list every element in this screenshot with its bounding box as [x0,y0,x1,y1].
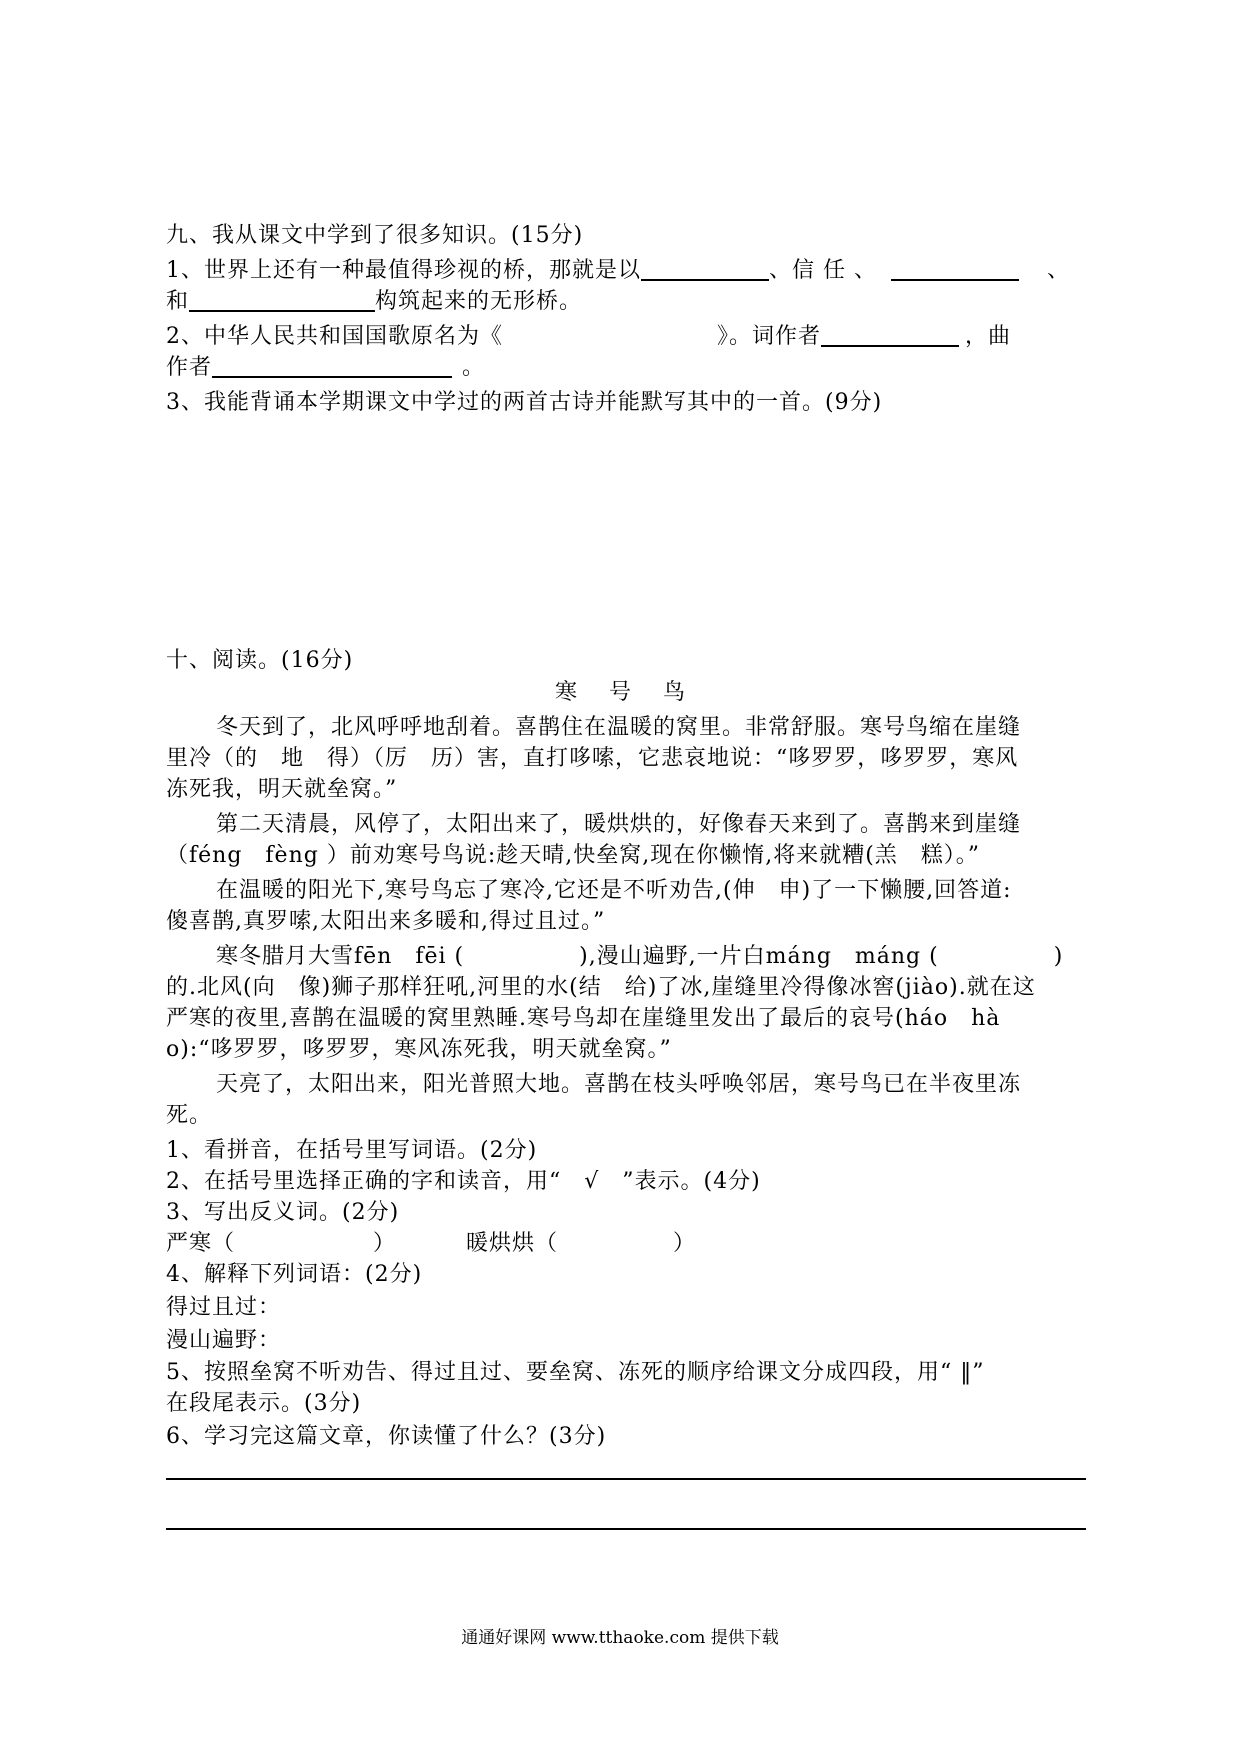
question-4a[interactable]: 得过且过： [166,1295,282,1320]
passage-title [0,678,1240,708]
question-4b[interactable]: 漫山遍野： [166,1328,282,1353]
p2-line1: 第二天清晨，风停了，太阳出来了，暖烘烘的，好像春天来到了。喜鹊来到崖缝 [216,812,1022,837]
q1-text-a: 1、世界上还有一种最值得珍视的桥，那就是以 [166,258,641,283]
question-5-line2: 在段尾表示。(3分) [166,1391,362,1416]
question-5-line1: 5、按照垒窝不听劝告、得过且过、要垒窝、冻死的顺序给课文分成四段，用“ ‖” [166,1360,985,1385]
q2-text-b: 》。词作者 [717,324,822,349]
answer-line-2[interactable] [166,1528,1086,1530]
p2-line2: （féng fèng ）前劝寒号鸟说:趁天晴,快垒窝,现在你懒惰,将来就糟(羔 糕）。” [166,843,981,868]
p4-line2: 的.北风(向 像)狮子那样狂吼,河里的水(结 给)了冰,崖缝里冷得像冰窖(jiào).就在这 [166,975,1036,1000]
p5-line2: 死。 [166,1103,213,1128]
question-6: 6、学习完这篇文章，你读懂了什么？(3分) [166,1424,607,1449]
q1-blank-1[interactable] [641,257,769,281]
p4-line3: 严寒的夜里,喜鹊在温暖的窝里熟睡.寒号鸟却在崖缝里发出了最后的哀号(háo hà [166,1006,1001,1031]
q1-text-e: 构筑起来的无形桥。 [375,289,583,314]
section9-q1-line1 [166,256,1086,286]
q1-blank-2[interactable] [891,257,1019,281]
question-2: 2、在括号里选择正确的字和读音，用“ √ ”表示。(4分) [166,1169,761,1194]
question-3: 3、写出反义词。(2分) [166,1200,400,1225]
answer-line-1[interactable] [166,1478,1086,1480]
section9-q2-line2 [166,353,1086,383]
section10-heading: 十、阅读。(16分) [166,648,354,673]
question-3-answers [166,1229,1086,1259]
section9-heading: 九、我从课文中学到了很多知识。(15分) [166,223,584,248]
p3-line2: 傻喜鹊,真罗嗦,太阳出来多暖和,得过且过。” [166,909,606,934]
section9-q3: 3、我能背诵本学期课文中学过的两首古诗并能默写其中的一首。(9分) [166,390,883,415]
p4-line4: o):“哆罗罗，哆罗罗，寒风冻死我，明天就垒窝。” [166,1037,672,1062]
p5-line1: 天亮了，太阳出来，阳光普照大地。喜鹊在枝头呼唤邻居，寒号鸟已在半夜里冻 [216,1072,1022,1097]
q1-blank-3[interactable] [189,288,375,312]
q2-composer-blank[interactable] [212,354,452,378]
q1-text-b: 、信 任 、 [769,258,877,283]
q2-lyricist-blank[interactable] [821,323,959,347]
antonym-nuanhonghong[interactable]: 暖烘烘（ ） [466,1231,697,1256]
p1-line2: 里冷（的 地 得）（厉 历）害，直打哆嗦，它悲哀地说：“哆罗罗，哆罗罗，寒风 [166,746,1019,771]
p1-line1: 冬天到了，北风呼呼地刮着。喜鹊住在温暖的窝里。非常舒服。寒号鸟缩在崖缝 [216,715,1022,740]
p3-line1: 在温暖的阳光下,寒号鸟忘了寒冷,它还是不听劝告,(伸 申)了一下懒腰,回答道: [216,878,1012,903]
q2-text-d: 作者 [166,355,213,380]
q1-text-d: 和 [166,289,190,314]
title-char-1: 寒 [554,680,577,705]
question-4: 4、解释下列词语：(2分) [166,1262,423,1287]
title-char-2: 号 [608,680,631,705]
q2-text-a: 2、中华人民共和国国歌原名为《 [166,324,503,349]
section9-q1-line2 [166,287,1086,317]
q1-text-c: 、 [1047,258,1071,283]
question-1: 1、看拼音，在括号里写词语。(2分) [166,1138,538,1163]
p4-line1: 寒冬腊月大雪fēn fēi ( ),漫山遍野,一片白máng máng ( ) [216,944,1064,969]
title-char-3: 鸟 [663,680,686,705]
footer-credit: 通通好课网 www.tthaoke.com 提供下载 [461,1628,779,1648]
q2-text-e: 。 [462,355,486,380]
section9-q2-line1 [166,322,1086,352]
p1-line3: 冻死我，明天就垒窝。” [166,777,398,802]
q2-text-c: ，曲 [965,324,1012,349]
antonym-yanhan[interactable]: 严寒（ ） [166,1231,397,1256]
